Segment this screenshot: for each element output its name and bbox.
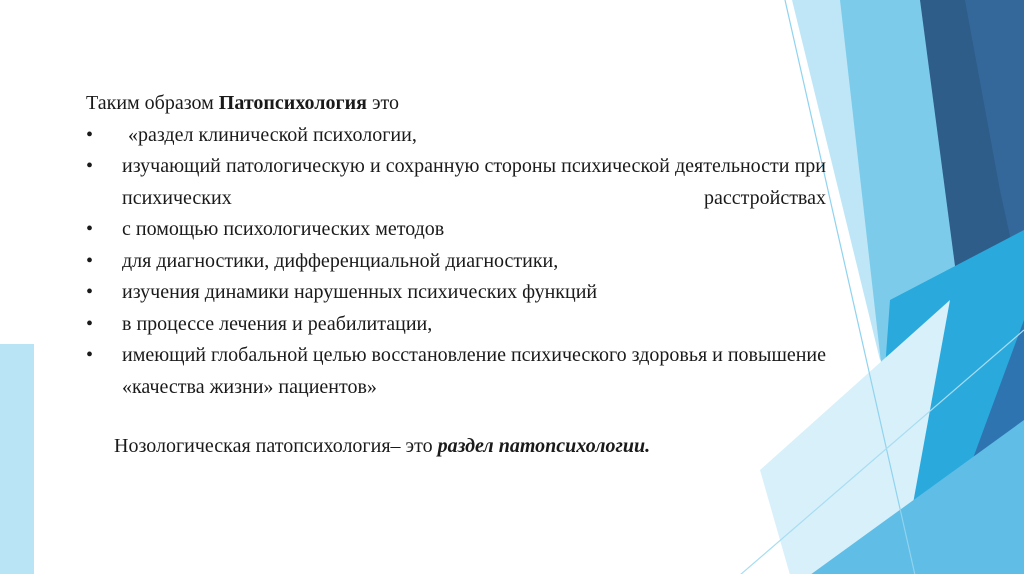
intro-term: Патопсихология bbox=[218, 92, 367, 114]
bullet-text: с помощью психологических методов bbox=[122, 218, 445, 240]
bullet-text: в процессе лечения и реабилитации, bbox=[122, 312, 433, 335]
bullet-icon: • bbox=[86, 249, 94, 272]
intro-prefix: Таким образом bbox=[86, 92, 219, 114]
bullet-item bbox=[86, 214, 826, 246]
bullet-item bbox=[86, 309, 826, 341]
bullet-text: изучения динамики нарушенных психических функций bbox=[122, 281, 598, 303]
bullet-list bbox=[86, 120, 826, 404]
bullet-icon: • bbox=[86, 123, 94, 146]
bullet-item bbox=[86, 246, 826, 278]
bullet-item bbox=[86, 277, 826, 309]
bullet-icon: • bbox=[86, 218, 94, 240]
intro-line bbox=[86, 88, 826, 120]
bullet-icon: • bbox=[86, 281, 94, 303]
footer-emphasis: раздел патопсихологии. bbox=[437, 435, 651, 457]
footer-prefix: Нозологическая патопсихология– это bbox=[114, 435, 438, 457]
bullet-text: изучающий патологическую и сохранную стороны психической деятельности при психических расстройствах bbox=[122, 155, 826, 209]
bullet-text: «раздел клинической психологии, bbox=[128, 123, 417, 146]
bullet-text: для диагностики, дифференциальной диагностики, bbox=[122, 249, 559, 272]
bullet-text: имеющий глобальной целью восстановление психического здоровья и повышение «качества жизни» пациентов» bbox=[122, 344, 826, 398]
bullet-item bbox=[86, 120, 826, 152]
footer-definition bbox=[114, 432, 834, 460]
main-text-block bbox=[86, 88, 826, 403]
bullet-item bbox=[86, 151, 826, 214]
bullet-icon: • bbox=[86, 312, 94, 335]
bullet-item bbox=[86, 340, 826, 403]
intro-suffix: это bbox=[366, 92, 400, 114]
left-accent-strip bbox=[0, 344, 34, 574]
bullet-icon: • bbox=[86, 344, 94, 366]
bullet-icon: • bbox=[86, 155, 94, 177]
